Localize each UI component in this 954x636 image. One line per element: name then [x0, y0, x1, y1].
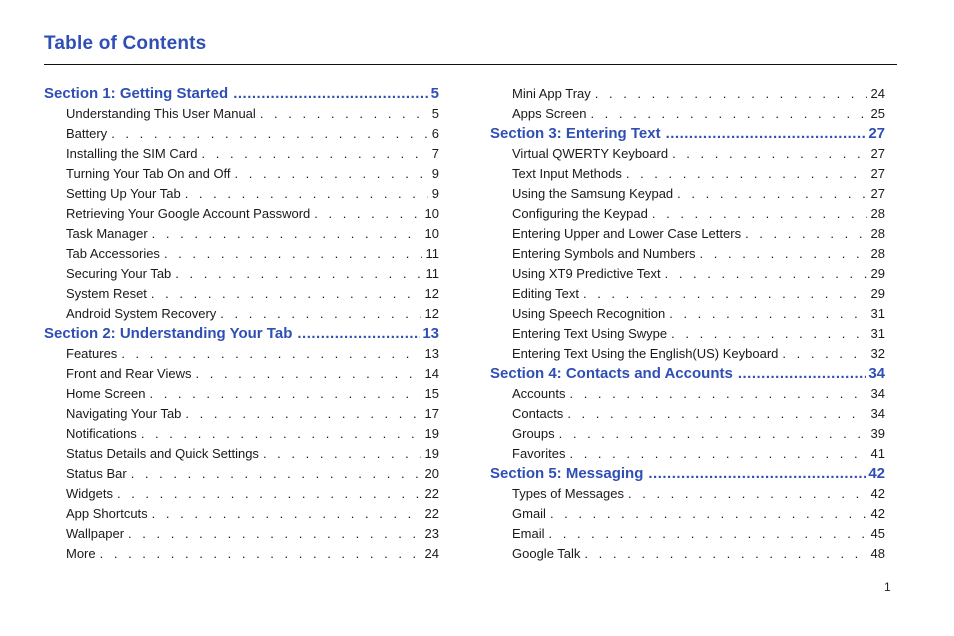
toc-entry[interactable] [44, 184, 439, 204]
page-ref: 24 [870, 86, 885, 101]
page-ref: 11 [425, 266, 439, 281]
entry-title: Entering Text Using the English(US) Keyboard [512, 346, 779, 361]
page-ref: 20 [424, 466, 439, 481]
toc-section-heading[interactable] [44, 324, 439, 344]
page-ref: 42 [870, 506, 885, 521]
dot-leader [652, 204, 867, 224]
toc-entry[interactable] [44, 464, 439, 484]
page-ref: 5 [430, 85, 439, 102]
dot-leader [202, 144, 428, 164]
entry-title: Mini App Tray [512, 86, 591, 101]
entry-title: Home Screen [66, 386, 146, 401]
toc-entry[interactable] [490, 184, 885, 204]
dot-leader [141, 424, 421, 444]
page-ref: 10 [424, 226, 439, 241]
toc-entry[interactable] [490, 424, 885, 444]
toc-section-heading[interactable] [490, 124, 885, 144]
toc-entry[interactable] [44, 104, 439, 124]
entry-title: Accounts [512, 386, 566, 401]
entry-title: Tab Accessories [66, 246, 160, 261]
dot-leader [297, 324, 420, 344]
toc-entry[interactable] [44, 384, 439, 404]
toc-entry[interactable] [490, 344, 885, 364]
dot-leader [185, 404, 420, 424]
entry-title: Favorites [512, 446, 566, 461]
toc-entry[interactable] [490, 164, 885, 184]
dot-leader [314, 204, 420, 224]
entry-title: Task Manager [66, 226, 148, 241]
section-title: Section 3: Entering Text [490, 125, 661, 142]
dot-leader [128, 524, 420, 544]
section-title: Section 5: Messaging [490, 465, 644, 482]
entry-title: Text Input Methods [512, 166, 622, 181]
dot-leader [549, 524, 867, 544]
toc-entry[interactable] [44, 504, 439, 524]
page-ref: 34 [868, 365, 885, 382]
page-ref: 29 [870, 286, 885, 301]
toc-entry[interactable] [490, 224, 885, 244]
entry-title: Google Talk [512, 546, 581, 561]
entry-title: Battery [66, 126, 108, 141]
dot-leader [220, 304, 420, 324]
entry-title: Securing Your Tab [66, 266, 172, 281]
dot-leader [569, 384, 866, 404]
entry-title: Setting Up Your Tab [66, 186, 181, 201]
page-ref: 27 [868, 125, 885, 142]
page-ref: 31 [870, 326, 885, 341]
page-ref: 28 [870, 246, 885, 261]
section-title: Section 4: Contacts and Accounts [490, 365, 733, 382]
entry-title: Android System Recovery [66, 306, 217, 321]
entry-title: Editing Text [512, 286, 579, 301]
page-ref: 13 [424, 346, 439, 361]
page-ref: 45 [870, 526, 885, 541]
dot-leader [117, 484, 421, 504]
dot-leader [569, 444, 866, 464]
entry-title: Navigating Your Tab [66, 406, 182, 421]
entry-title: Turning Your Tab On and Off [66, 166, 231, 181]
toc-entry[interactable] [44, 484, 439, 504]
dot-leader [196, 364, 421, 384]
page-ref: 42 [870, 486, 885, 501]
entry-title: Wallpaper [66, 526, 125, 541]
dot-leader [669, 304, 866, 324]
dot-leader [121, 344, 420, 364]
section-title: Section 1: Getting Started [44, 85, 229, 102]
entry-title: Using the Samsung Keypad [512, 186, 674, 201]
entry-title: Features [66, 346, 118, 361]
dot-leader [700, 244, 867, 264]
entry-title: Status Details and Quick Settings [66, 446, 259, 461]
page-ref: 11 [425, 246, 439, 261]
entry-title: Contacts [512, 406, 564, 421]
toc-entry[interactable] [490, 144, 885, 164]
entry-title: More [66, 546, 96, 561]
dot-leader [550, 504, 867, 524]
toc-entry[interactable] [44, 204, 439, 224]
dot-leader [666, 124, 867, 144]
page-ref: 14 [424, 366, 439, 381]
dot-leader [628, 484, 867, 504]
toc-entry[interactable] [44, 284, 439, 304]
page-ref: 23 [424, 526, 439, 541]
page-ref: 27 [870, 186, 885, 201]
page-ref: 5 [431, 106, 439, 121]
dot-leader [100, 544, 421, 564]
dot-leader [152, 504, 421, 524]
toc-entry[interactable] [490, 264, 885, 284]
dot-leader [567, 404, 866, 424]
dot-leader [665, 264, 867, 284]
dot-leader [584, 544, 866, 564]
dot-leader [185, 184, 428, 204]
toc-entry[interactable] [44, 164, 439, 184]
page-ref: 12 [424, 306, 439, 321]
toc-entry[interactable] [490, 304, 885, 324]
dot-leader [233, 84, 428, 104]
toc-entry[interactable] [44, 344, 439, 364]
dot-leader [131, 464, 421, 484]
toc-right-column [490, 84, 885, 564]
page-ref: 15 [424, 386, 439, 401]
dot-leader [595, 84, 867, 104]
toc-entry[interactable] [44, 404, 439, 424]
page-ref: 9 [431, 166, 439, 181]
toc-left-column [44, 84, 439, 564]
page-ref: 17 [424, 406, 439, 421]
page-ref: 27 [870, 146, 885, 161]
toc-entry[interactable] [490, 444, 885, 464]
page-ref: 31 [870, 306, 885, 321]
toc-entry[interactable] [44, 524, 439, 544]
entry-title: Notifications [66, 426, 137, 441]
toc-entry[interactable] [44, 144, 439, 164]
entry-title: Widgets [66, 486, 113, 501]
dot-leader [559, 424, 867, 444]
dot-leader [626, 164, 867, 184]
page-ref: 41 [870, 446, 885, 461]
page-title: Table of Contents [44, 33, 207, 54]
toc-entry[interactable] [490, 244, 885, 264]
entry-title: System Reset [66, 286, 147, 301]
page-ref: 22 [424, 486, 439, 501]
dot-leader [745, 224, 866, 244]
dot-leader [590, 104, 866, 124]
page-ref: 28 [870, 206, 885, 221]
dot-leader [164, 244, 422, 264]
entry-title: Types of Messages [512, 486, 624, 501]
page-ref: 22 [424, 506, 439, 521]
entry-title: Installing the SIM Card [66, 146, 198, 161]
dot-leader [648, 464, 866, 484]
toc-entry[interactable] [490, 524, 885, 544]
dot-leader [782, 344, 866, 364]
entry-title: Status Bar [66, 466, 127, 481]
toc-entry[interactable] [44, 544, 439, 564]
entry-title: Front and Rear Views [66, 366, 192, 381]
page-ref: 29 [870, 266, 885, 281]
dot-leader [738, 364, 867, 384]
page-ref: 27 [870, 166, 885, 181]
page-ref: 32 [870, 346, 885, 361]
toc-entry[interactable] [490, 544, 885, 564]
toc-section-heading[interactable] [44, 84, 439, 104]
page-ref: 48 [870, 546, 885, 561]
entry-title: Using Speech Recognition [512, 306, 666, 321]
header-rule [44, 64, 897, 65]
toc-entry[interactable] [490, 324, 885, 344]
dot-leader [111, 124, 428, 144]
toc-entry[interactable] [490, 284, 885, 304]
dot-leader [677, 184, 866, 204]
toc-entry[interactable] [44, 424, 439, 444]
toc-entry[interactable] [490, 84, 885, 104]
toc-entry[interactable] [44, 304, 439, 324]
toc-entry[interactable] [490, 404, 885, 424]
dot-leader [260, 104, 428, 124]
dot-leader [175, 264, 421, 284]
section-title: Section 2: Understanding Your Tab [44, 325, 293, 342]
dot-leader [235, 164, 428, 184]
entry-title: Apps Screen [512, 106, 587, 121]
entry-title: Virtual QWERTY Keyboard [512, 146, 669, 161]
page-ref: 19 [424, 426, 439, 441]
dot-leader [583, 284, 867, 304]
toc-entry[interactable] [44, 124, 439, 144]
entry-title: Understanding This User Manual [66, 106, 256, 121]
dot-leader [149, 384, 420, 404]
entry-title: Gmail [512, 506, 546, 521]
toc-entry[interactable] [490, 104, 885, 124]
page-ref: 19 [424, 446, 439, 461]
entry-title: Using XT9 Predictive Text [512, 266, 661, 281]
page-ref: 34 [870, 386, 885, 401]
dot-leader [151, 284, 421, 304]
entry-title: Entering Text Using Swype [512, 326, 668, 341]
entry-title: Configuring the Keypad [512, 206, 648, 221]
dot-leader [672, 144, 866, 164]
page-number: 1 [884, 580, 891, 594]
toc-entry[interactable] [44, 364, 439, 384]
entry-title: Retrieving Your Google Account Password [66, 206, 311, 221]
page-ref: 13 [422, 325, 439, 342]
entry-title: App Shortcuts [66, 506, 148, 521]
entry-title: Groups [512, 426, 555, 441]
entry-title: Entering Upper and Lower Case Letters [512, 226, 742, 241]
page-ref: 6 [431, 126, 439, 141]
page-ref: 34 [870, 406, 885, 421]
toc-entry[interactable] [44, 444, 439, 464]
entry-title: Entering Symbols and Numbers [512, 246, 696, 261]
toc-entry[interactable] [490, 384, 885, 404]
dot-leader [152, 224, 421, 244]
page-ref: 9 [431, 186, 439, 201]
page-ref: 12 [424, 286, 439, 301]
page-ref: 7 [431, 146, 439, 161]
dot-leader [671, 324, 866, 344]
page-ref: 10 [424, 206, 439, 221]
toc-entry[interactable] [490, 204, 885, 224]
entry-title: Email [512, 526, 545, 541]
toc-entry[interactable] [490, 504, 885, 524]
page-ref: 39 [870, 426, 885, 441]
dot-leader [263, 444, 421, 464]
page-ref: 42 [868, 465, 885, 482]
toc-entry[interactable] [44, 224, 439, 244]
page-ref: 24 [424, 546, 439, 561]
toc-section-heading[interactable] [490, 364, 885, 384]
toc-section-heading[interactable] [490, 464, 885, 484]
page-ref: 25 [870, 106, 885, 121]
toc-entry[interactable] [44, 244, 439, 264]
page-ref: 28 [870, 226, 885, 241]
toc-entry[interactable] [44, 264, 439, 284]
toc-entry[interactable] [490, 484, 885, 504]
